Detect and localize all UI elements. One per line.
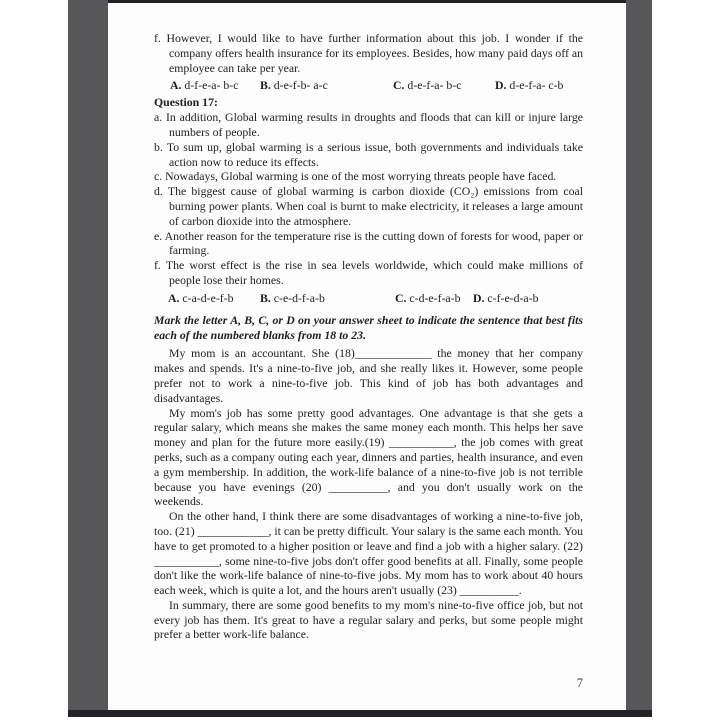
item-label: f. [154,258,161,273]
question17-heading: Question 17: [154,95,218,110]
question16-answer-options [154,78,583,93]
option-letter: D. [473,290,485,305]
answer-option-d [473,291,539,306]
item-text: Another reason for the temperature rise is the cutting down of forests for wood, paper or farming. [164,228,583,258]
passage-paragraph: My mom's job has some pretty good advantages. One advantage is that she gets a regular salary, which means she makes the same money each month. This helps her save money and plan for the future more easily.(19) ___________, the job comes with great perks, such as a company outing each year, dinners and parties, health insurance, and even a gym membership. In addition, the work-life balance of a nine-to-five job is not terrible because you have evenings (20) __________, and you don't usually work on the weekends. [154,405,583,509]
document-page [108,3,626,710]
option-letter: C. [395,290,407,305]
passage-paragraph: On the other hand, I think there are some disadvantages of working a nine-to-five job, too. (21) ____________, it can be pretty difficult. Your salary is the same each month. You have to get promoted to a higher position or leave and find a job with a higher salary. (22) ___________, some nine-to-five jobs don't offer good benefits at all. Finally, some people don't like the work-life balance of nine-to-five jobs. My mom has to work about 40 hours each week, which is quite a lot, and the hours aren't usually (23) __________. [154,509,583,598]
question17-answer-options [154,291,583,306]
option-text: d-e-f-b- a-c [273,78,328,93]
item-text: However, I would like to have further information about this job. I wonder if the company offers health insurance for its employees. Besides, how many paid days off an employee can take per year. [166,31,583,75]
answer-option-b [260,291,325,306]
question17-item-b [154,140,583,170]
passage-paragraph: In summary, there are some good benefits to my mom's nine-to-five office job, but not every job has them. It's great to have a regular salary and perks, but some people might prefer a better work-life balance. [154,597,583,642]
answer-option-a [170,78,238,93]
answer-option-c [393,78,461,93]
option-text: d-e-f-a- b-c [407,78,462,93]
item-label: b. [154,139,163,154]
item-label: d. [154,184,163,199]
item-text: The worst effect is the rise in sea levels worldwide, which could make millions of people lose their homes. [165,258,583,287]
option-letter: A. [168,290,180,305]
option-text: c-f-e-d-a-b [487,290,539,305]
option-letter: D. [495,78,507,93]
item-label: f. [154,31,161,45]
question17-item-f [154,258,583,288]
option-letter: C. [393,78,405,93]
item-label: c. [154,169,163,184]
option-letter: B. [260,290,271,305]
page-right-edge-shadow [626,0,652,712]
item-text: Nowadays, Global warming is one of the most worrying threats people have faced. [165,169,557,184]
answer-option-d [495,78,563,93]
question16-item-f [154,31,583,75]
question17-item-d [154,184,583,228]
option-text: c-d-e-f-a-b [409,290,461,305]
option-letter: B. [260,78,271,93]
item-label: e. [154,228,163,243]
option-text: d-e-f-a- c-b [509,78,564,93]
page-left-edge-shadow [68,0,108,712]
answer-option-c [395,291,461,306]
item-text: In addition, Global warming results in droughts and floods that can kill or injure large numbers of people. [166,110,584,139]
passage-paragraph: My mom is an accountant. She (18)_____________ the money that her company makes and spends. It's a nine-to-five job, and she really likes it. However, some people prefer not to work a nine-to-five job. This kind of job has both advantages and disadvantages. [154,346,583,405]
section-instruction: Mark the letter A, B, C, or D on your answer sheet to indicate the sentence that best fits each of the numbered blanks from 18 to 23. [154,312,583,342]
answer-option-a [168,291,234,306]
question17-item-a [154,110,583,140]
option-letter: A. [170,78,182,93]
item-label: a. [154,110,163,125]
option-text: c-e-d-f-a-b [273,290,325,305]
question17-item-c [154,169,583,184]
page-bottom-edge [68,710,652,717]
option-text: c-a-d-e-f-b [182,290,234,305]
option-text: d-f-e-a- b-c [184,78,239,93]
item-text: To sum up, global warming is a serious issue, both governments and individuals take action now to reduce its effects. [166,139,583,169]
question17-item-e [154,229,583,259]
answer-option-b [260,78,328,93]
item-text: The biggest cause of global warming is carbon dioxide (CO₂) emissions from coal burning power plants. When coal is burnt to make electricity, it releases a large amount of carbon dioxide into the atmosphere. [167,184,583,228]
page-number: 7 [576,676,583,690]
